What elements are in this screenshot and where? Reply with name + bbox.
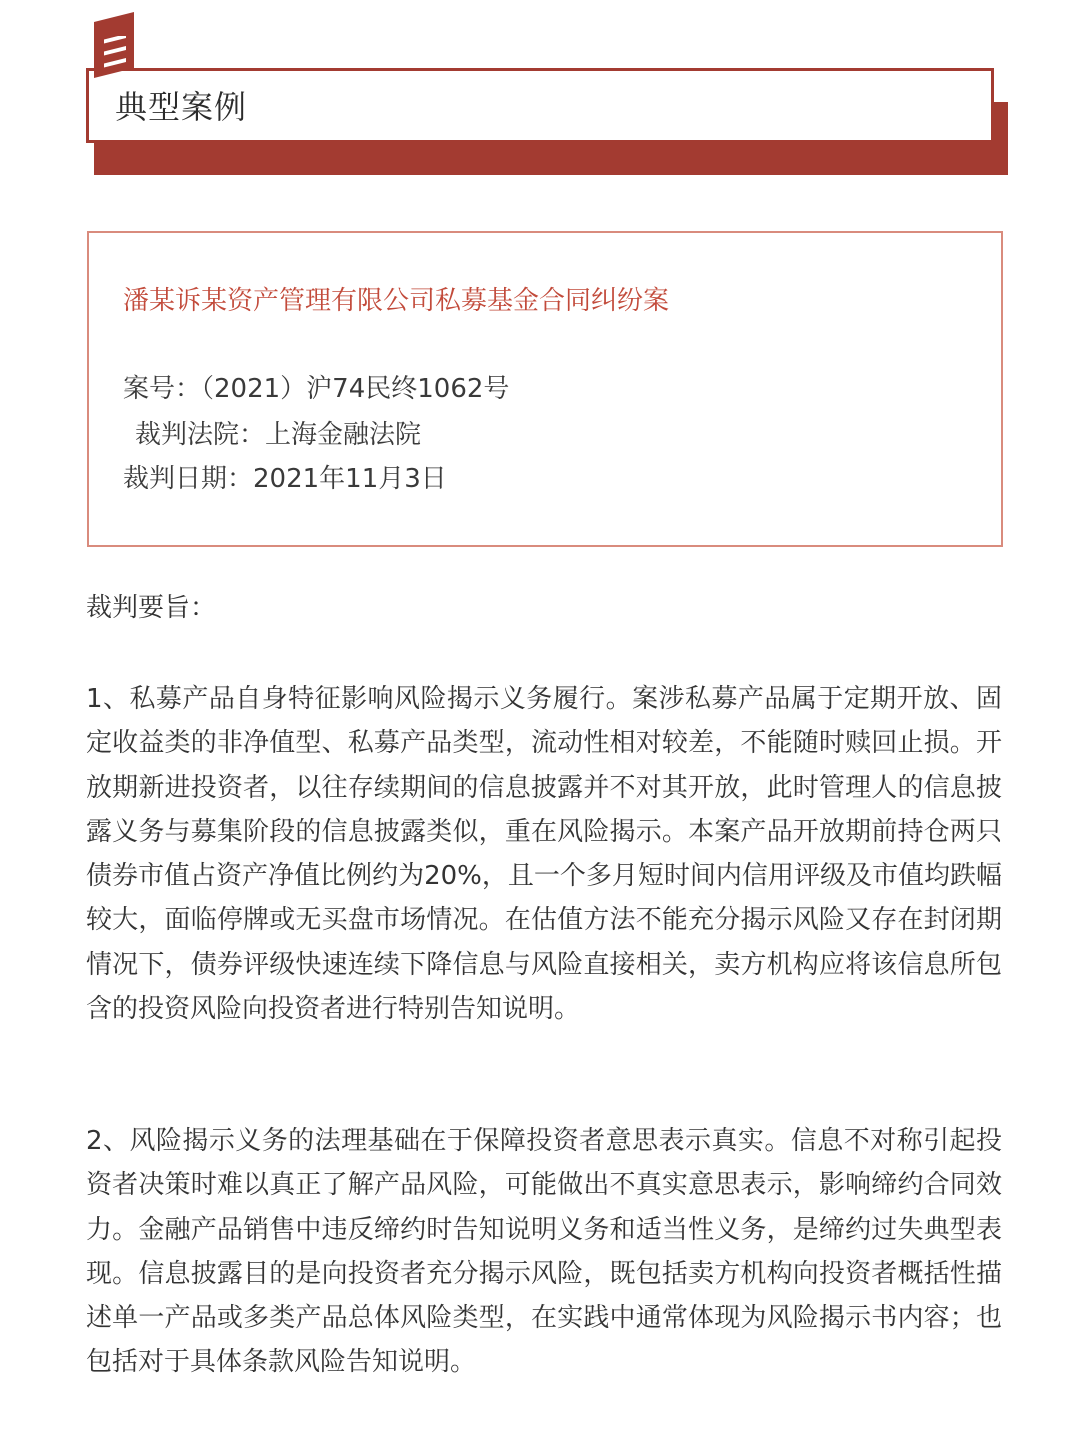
case-date: 裁判日期：2021年11月3日 bbox=[123, 464, 447, 494]
case-title: 潘某诉某资产管理有限公司私募基金合同纠纷案 bbox=[123, 286, 670, 316]
summary-paragraph-1: 1、私募产品自身特征影响风险揭示义务履行。案涉私募产品属于定期开放、固定收益类的非净值型、私募产品类型，流动性相对较差，不能随时赎回止损。开放期新进投资者，以往存续期间的信息披露并不对其开放，此时管理人的信息披露义务与募集阶段的信息披露类似，重在风险揭示。本案产品开放期前持仓两只债券市值占资产净值比例约为20%，且一个多月短时间内信用评级及市值均跌幅较大，面临停牌或无买盘市场情况。在估值方法不能充分揭示风险又存在封闭期情况下，债券评级快速连续下降信息与风险直接相关，卖方机构应将该信息所包含的投资风险向投资者进行特别告知说明。 bbox=[86, 684, 1002, 1025]
list-lines-icon bbox=[102, 36, 128, 70]
case-info-box bbox=[87, 231, 1003, 547]
header-box bbox=[86, 68, 994, 143]
summary-heading: 裁判要旨： bbox=[86, 593, 217, 623]
section-header bbox=[86, 22, 1016, 162]
case-court: 裁判法院：上海金融法院 bbox=[135, 420, 422, 450]
section-title: 典型案例 bbox=[115, 88, 248, 126]
case-number: 案号：（2021）沪74民终1062号 bbox=[123, 374, 510, 404]
summary-paragraph-2: 2、风险揭示义务的法理基础在于保障投资者意思表示真实。信息不对称引起投资者决策时难以真正了解产品风险，可能做出不真实意思表示，影响缔约合同效力。金融产品销售中违反缔约时告知说明义务和适当性义务，是缔约过失典型表现。信息披露目的是向投资者充分揭示风险，既包括卖方机构向投资者概括性描述单一产品或多类产品总体风险类型，在实践中通常体现为风险揭示书内容；也包括对于具体条款风险告知说明。 bbox=[86, 1126, 1002, 1378]
